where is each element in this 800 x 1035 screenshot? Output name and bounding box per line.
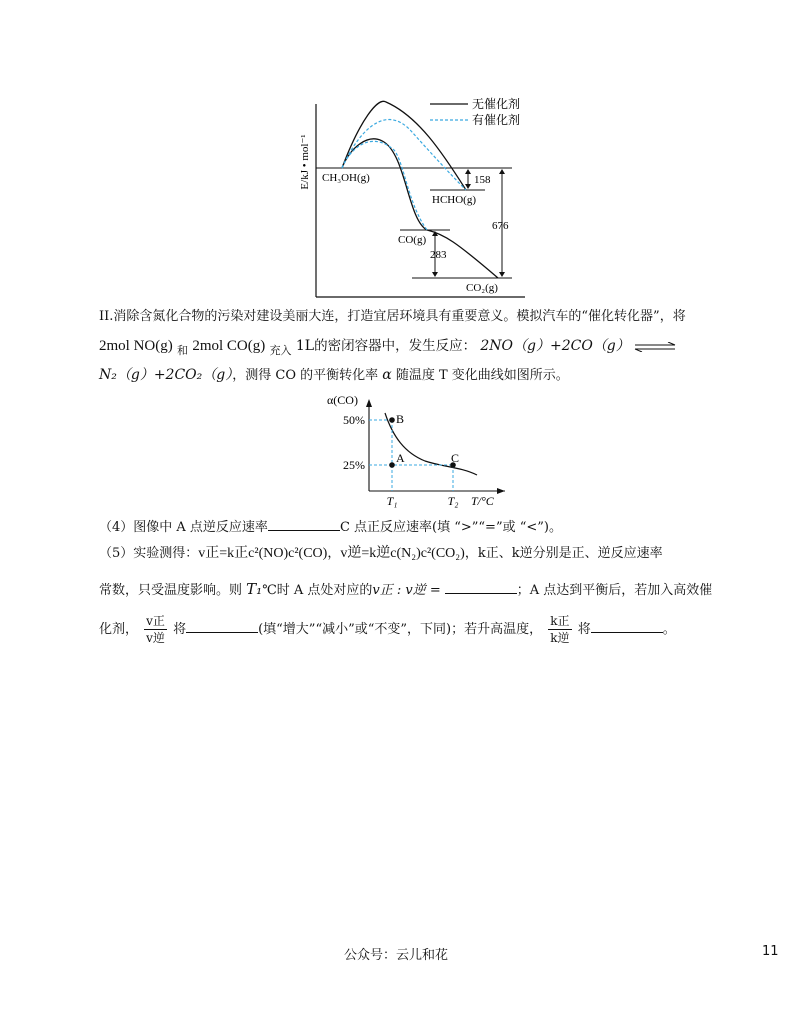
label-co2: CO₂(g) [466,282,498,294]
legend-no-catalyst: 无催化剂 [472,97,521,111]
fraction-v-ratio [144,614,167,645]
q5-text-h: (填“增大”“减小”或“不变”，下同)；若升高温度， [258,622,543,637]
value-283: 283 [430,249,447,261]
y-tick-50: 50% [343,413,365,427]
legend-with-catalyst: 有催化剂 [472,113,521,127]
q5-ratio-blank[interactable] [445,581,517,594]
point-a [389,462,395,468]
separator: ， [464,546,478,561]
curve-desc: 随温度 T 变化曲线如图所示。 [395,368,569,383]
q5-text-c: 常数，只受温度影响。则 [99,583,243,598]
chart-xlabel: T/°C [471,494,494,508]
frac1-denominator: v逆 [146,631,165,645]
question-5-line1 [99,545,663,563]
rate-ratio: v正 : v逆 = [372,583,441,598]
label-ch3oh: CH₃OH(g) [322,172,370,184]
q5-text-e: ；A 点达到平衡后，若加入高效催 [516,583,713,598]
section2-line3 [99,366,569,385]
reaction-right: N₂（g）+2CO₂（g） [99,367,233,383]
page-number: 11 [762,944,779,959]
energy-ylabel: E/kJ • mol⁻¹ [299,134,311,190]
conversion-chart [325,393,510,513]
point-c-label: C [451,451,460,465]
question-5-line3 [99,614,676,646]
point-b-label: B [396,412,405,426]
frac1-numerator: v正 [146,614,165,628]
x-tick-t2: T₂ [447,494,459,508]
x-tick-t1: T₁ [386,494,398,508]
q5-text-i: 将 [577,622,591,637]
energy-diagram [290,92,530,304]
fraction-k-ratio [548,614,571,645]
value-158: 158 [474,174,491,186]
q4-text-a: （4）图像中 A 点逆反应速率 [99,520,268,535]
container-text: 的密闭容器中，发生反应： [314,338,477,354]
y-tick-25: 25% [343,458,365,472]
footer-wechat: 公众号：云儿和花 [344,948,449,963]
q5-text-g: 将 [173,622,187,637]
q5-text-f: 化剂， [99,622,139,637]
temperature-t1: T₁ [246,580,263,598]
equilibrium-arrow-icon [634,342,676,352]
k-reverse: k逆 [511,546,533,561]
q5-text-j: 。 [662,622,676,637]
reactant-co: 2mol CO(g) [192,338,266,354]
chart-ylabel: α(CO) [327,393,358,407]
label-co: CO(g) [398,234,427,246]
question-4 [99,518,562,537]
q5-text-d: ℃时 A 点处对应的 [262,583,373,598]
reactant-no: 2mol NO(g) [99,338,173,354]
label-hcho: HCHO(g) [432,194,476,206]
q5-intro: （5）实验测得： [99,546,199,561]
question-5-line2 [99,580,712,600]
frac2-denominator: k逆 [550,631,570,645]
rate-reverse-formula: v逆=k逆c(N₂)c²(CO₂) [340,546,465,561]
section2-line1: II.消除含氮化合物的污染对建设美丽大连，打造宜居环境具有重要意义。模拟汽车的“催化转化器”，将 [99,309,686,324]
separator: ， [327,546,341,561]
q5-catalyst-blank[interactable] [186,620,258,633]
point-b [389,417,395,423]
measure-text: ，测得 CO 的平衡转化率 [232,368,379,383]
reaction-left: 2NO（g）+2CO（g） [480,338,630,354]
frac2-numerator: k正 [550,614,570,628]
q5-temperature-blank[interactable] [591,620,663,633]
alpha-symbol: α [382,367,392,383]
rate-forward-formula: v正=k正c²(NO)c²(CO) [198,546,328,561]
volume-1l: 1L [295,338,315,354]
word-fill: 充入 [269,344,292,357]
section2-line2 [99,337,676,360]
q5-text-b: 分别是正、逆反应速率 [532,546,663,561]
k-forward: k正 [477,546,499,561]
separator: 、 [498,546,512,561]
word-and: 和 [177,344,189,357]
point-a-label: A [396,451,405,465]
value-676: 676 [492,220,509,232]
q4-text-b: C 点正反应速率(填 “>”“=”或 “<”)。 [339,520,562,535]
q4-answer-blank[interactable] [268,518,340,531]
